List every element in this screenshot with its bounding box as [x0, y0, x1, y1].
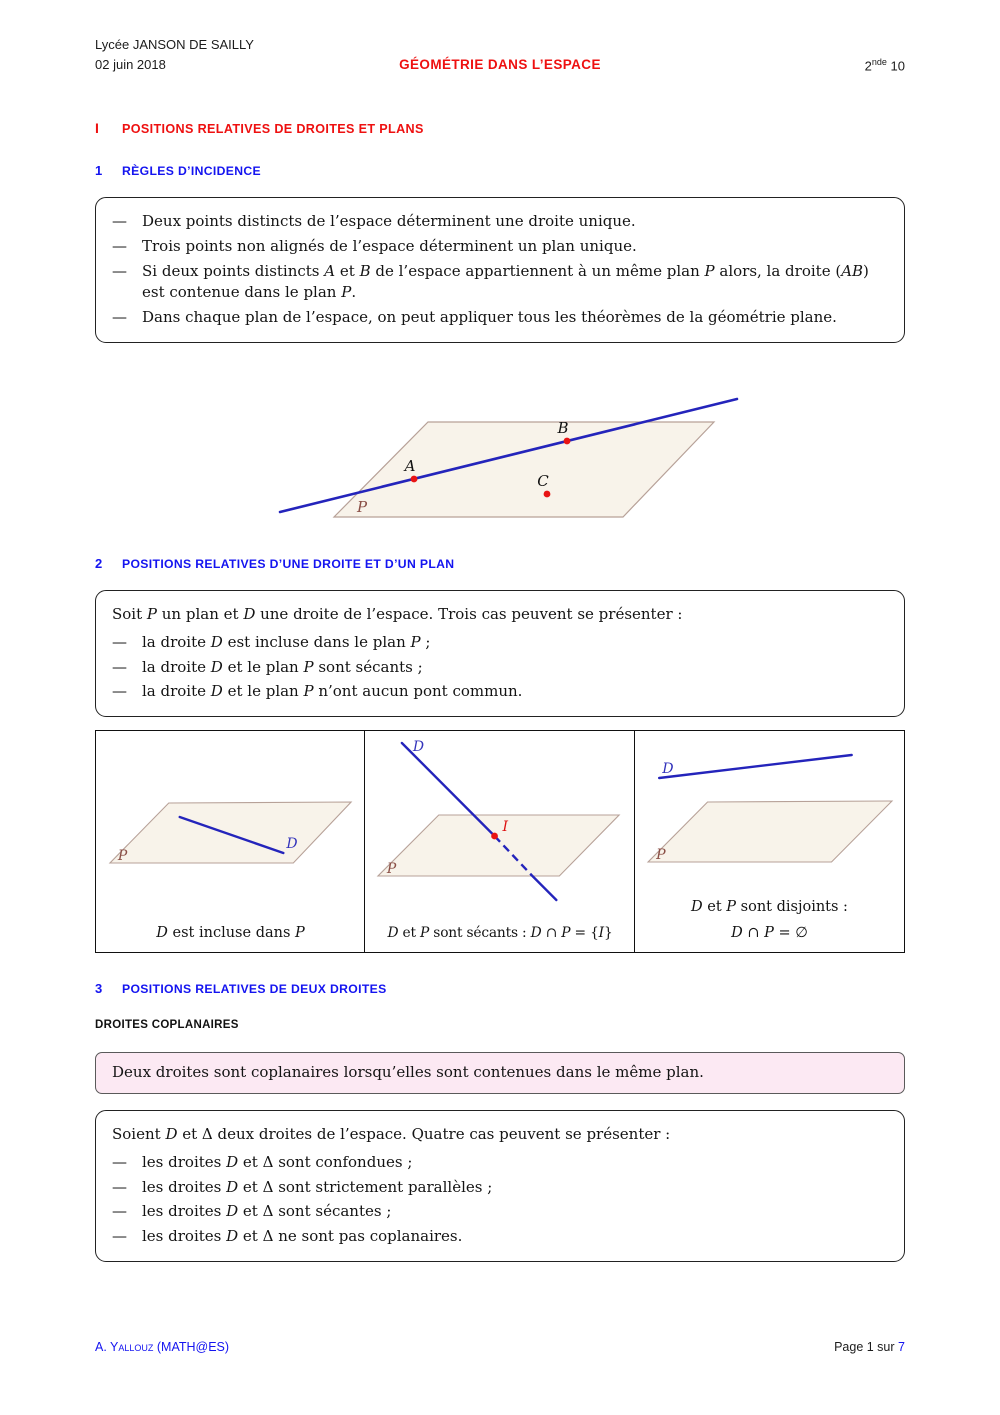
item-dash: —	[112, 236, 127, 255]
item-dash: —	[112, 1177, 127, 1196]
plane-P-label: P	[656, 847, 666, 863]
panel-caption: D et P sont sécants : D ∩ P = {I}	[387, 925, 613, 941]
item-dash: —	[112, 212, 127, 230]
item-dash: —	[112, 1152, 127, 1171]
plane-P-label: P	[117, 847, 128, 865]
item-dash: —	[112, 682, 127, 701]
box-intro: Soient D et Δ deux droites de l’espace. Quatre cas peuvent se présenter :	[112, 1125, 671, 1143]
list-item	[112, 211, 888, 233]
list-item	[112, 261, 888, 305]
plane-P-label: P	[387, 860, 397, 878]
subsection-number: 2	[95, 556, 103, 571]
line-D-lower	[532, 875, 557, 900]
subsection-number: 3	[95, 981, 103, 996]
section-heading-1	[95, 120, 905, 136]
item-text: la droite D et le plan P n’ont aucun pont commun.	[142, 682, 523, 701]
class-label	[865, 57, 905, 73]
panel2-svg	[365, 731, 634, 952]
panel-line-disjoint	[634, 730, 905, 953]
list-item	[112, 1226, 888, 1248]
subsection-number: 1	[95, 163, 103, 178]
paragraph-heading-coplanaires: DROITES COPLANAIRES	[95, 1019, 239, 1031]
item-text: les droites D et Δ ne sont pas coplanaires.	[142, 1227, 463, 1245]
subsection-title: POSITIONS RELATIVES D’UNE DROITE ET D’UN PLAN	[122, 557, 455, 571]
two-lines-cases-box	[95, 1110, 905, 1262]
point-I-label: I	[502, 818, 509, 836]
panel-caption	[635, 895, 904, 946]
section-number: I	[95, 120, 99, 136]
plane-surface	[334, 422, 714, 517]
figure-three-cases	[95, 730, 905, 953]
caption-line-2: D ∩ P = ∅	[731, 924, 808, 941]
line-D-label: D	[413, 738, 425, 756]
subsection-heading-3	[95, 981, 905, 996]
footer-author-link[interactable]: A. Yallouz (MATH@ES)	[95, 1340, 230, 1354]
point-A-label: A	[404, 457, 416, 475]
plane-surface	[648, 801, 892, 862]
footer-page-indicator	[834, 1340, 905, 1354]
definition-text: Deux droites sont coplanaires lorsqu’elles sont contenues dans le même plan.	[112, 1063, 704, 1081]
line-plane-cases-box	[95, 590, 905, 717]
document-date: 02 juin 2018	[95, 57, 166, 72]
point-C-label: C	[537, 472, 549, 490]
section-title: POSITIONS RELATIVES DE DROITES ET PLANS	[122, 122, 424, 136]
list-item	[112, 681, 888, 703]
list-item	[112, 657, 888, 679]
item-dash: —	[112, 1202, 127, 1221]
box-intro: Soit P un plan et D une droite de l’espace. Trois cas peuvent se présenter :	[112, 605, 683, 623]
panel1-svg	[96, 731, 365, 952]
page-number-link[interactable]: 7	[898, 1340, 905, 1354]
item-dash: —	[112, 308, 127, 326]
item-text: les droites D et Δ sont sécantes ;	[142, 1202, 392, 1221]
item-text: Dans chaque plan de l’espace, on peut appliquer tous les théorèmes de la géométrie plane.	[142, 308, 837, 326]
figure-plane-line-svg	[260, 385, 760, 537]
document-title: GÉOMÉTRIE DANS L’ESPACE	[399, 57, 601, 72]
list-item	[112, 1177, 888, 1199]
subsection-title: POSITIONS RELATIVES DE DEUX DROITES	[122, 982, 387, 996]
point-A-dot	[411, 476, 418, 483]
panel-line-in-plane	[95, 730, 366, 953]
panel-caption: D est incluse dans P	[156, 925, 305, 941]
subsection-heading-1	[95, 163, 905, 178]
point-I-dot	[492, 833, 499, 840]
rules-box	[95, 197, 905, 343]
item-dash: —	[112, 1227, 127, 1245]
panel-line-secant	[364, 730, 635, 953]
item-text: Deux points distincts de l’espace déterminent une droite unique.	[142, 212, 636, 230]
point-C-dot	[544, 491, 551, 498]
item-text: Si deux points distincts A et B de l’espace appartiennent à un même plan P alors, la droite (AB) est contenue dans le plan P.	[142, 261, 869, 302]
item-text: Trois points non alignés de l’espace déterminent un plan unique.	[142, 236, 637, 255]
list-item	[112, 307, 888, 329]
list-item	[112, 1152, 888, 1174]
item-dash: —	[112, 632, 127, 651]
list-item	[112, 1201, 888, 1223]
grade-base: 2	[864, 58, 872, 74]
item-dash: —	[112, 261, 127, 280]
subsection-heading-2	[95, 556, 905, 571]
list-item	[112, 632, 888, 654]
item-text: la droite D est incluse dans le plan P ;	[142, 632, 431, 651]
list-item	[112, 236, 888, 258]
school-name: Lycée JANSON DE SAILLY	[95, 37, 254, 52]
grade-sup: nde	[871, 57, 887, 67]
figure-plane-line	[260, 385, 760, 537]
plane-surface	[378, 815, 619, 876]
plane-P-label: P	[357, 498, 368, 516]
item-dash: —	[112, 657, 127, 676]
definition-box	[95, 1052, 905, 1094]
plane-surface	[110, 802, 351, 863]
point-B-label: B	[557, 419, 569, 437]
point-B-dot	[564, 438, 571, 445]
grade-group: 10	[890, 58, 905, 74]
item-text: les droites D et Δ sont confondues ;	[142, 1152, 413, 1171]
line-D-label: D	[286, 835, 298, 853]
page-label: Page 1 sur	[834, 1340, 895, 1354]
line-D	[659, 755, 851, 778]
caption-line-1: D et P sont disjoints :	[691, 899, 848, 916]
item-text: les droites D et Δ sont strictement parallèles ;	[142, 1177, 493, 1196]
item-text: la droite D et le plan P sont sécants ;	[142, 657, 423, 676]
line-D-label: D	[662, 761, 674, 777]
subsection-title: RÈGLES D’INCIDENCE	[122, 164, 262, 178]
